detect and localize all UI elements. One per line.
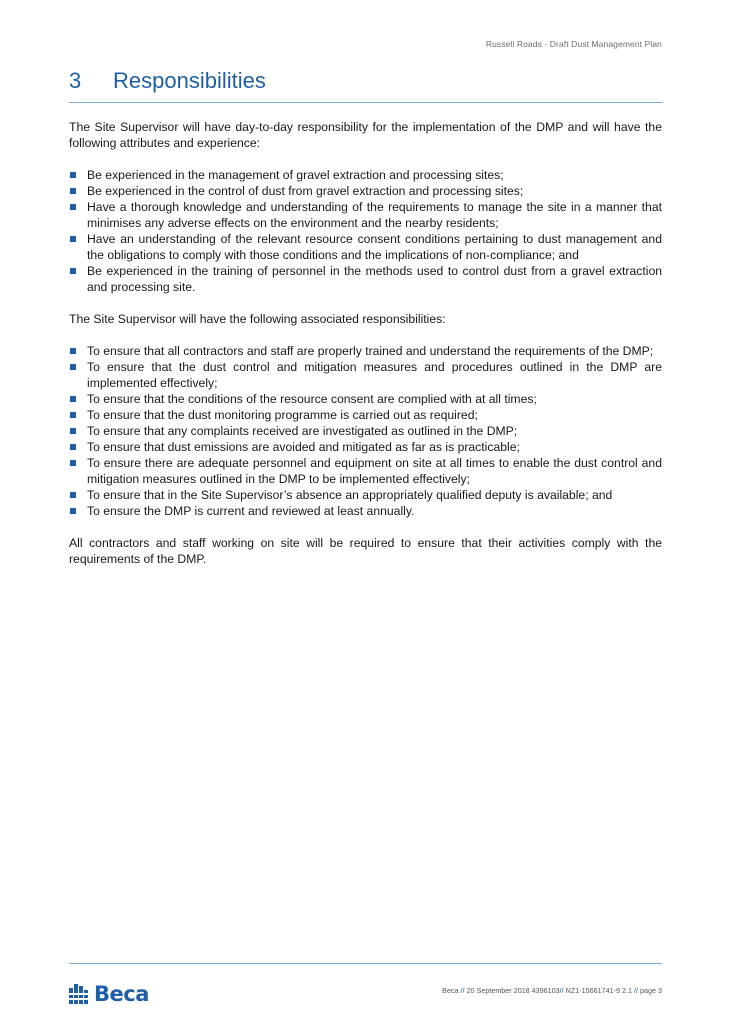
bullet-icon bbox=[70, 412, 76, 418]
section-number: 3 bbox=[69, 68, 82, 93]
beca-logo-icon bbox=[69, 984, 91, 1004]
section-heading bbox=[69, 68, 663, 103]
logo-wordmark: Beca bbox=[94, 982, 149, 1006]
footer-divider bbox=[69, 963, 662, 964]
list-item: To ensure the DMP is current and reviewed at least annually. bbox=[69, 503, 662, 519]
bullet-icon bbox=[70, 492, 76, 498]
running-header: Russell Roads - Draft Dust Management Plan bbox=[485, 39, 662, 49]
list-item: Be experienced in the training of personnel in the methods used to control dust from a gravel extraction and processing site. bbox=[69, 263, 662, 295]
bullet-icon bbox=[70, 236, 76, 242]
list-item: To ensure that any complaints received are investigated as outlined in the DMP; bbox=[69, 423, 662, 439]
list-item: Have a thorough knowledge and understanding of the requirements to manage the site in a manner that minimises any adverse effects on the environment and the nearby residents; bbox=[69, 199, 662, 231]
list-item: To ensure that the conditions of the resource consent are complied with at all times; bbox=[69, 391, 662, 407]
beca-logo bbox=[69, 983, 149, 1005]
bullet-icon bbox=[70, 460, 76, 466]
bullet-icon bbox=[70, 508, 76, 514]
bullet-icon bbox=[70, 428, 76, 434]
list-item: To ensure that the dust control and mitigation measures and procedures outlined in the DMP are implemented effectively; bbox=[69, 359, 662, 391]
bullet-icon bbox=[70, 188, 76, 194]
list-item: Be experienced in the control of dust from gravel extraction and processing sites; bbox=[69, 183, 662, 199]
responsibilities-list bbox=[69, 343, 662, 519]
responsibilities-intro: The Site Supervisor will have the following associated responsibilities: bbox=[69, 312, 446, 326]
closing-paragraph: All contractors and staff working on site will be required to ensure that their activities comply with the requirements of the DMP. bbox=[69, 536, 662, 566]
section-title: Responsibilities bbox=[113, 68, 266, 93]
list-item: Be experienced in the management of gravel extraction and processing sites; bbox=[69, 167, 662, 183]
body-content bbox=[69, 119, 662, 567]
list-item: To ensure that the dust monitoring programme is carried out as required; bbox=[69, 407, 662, 423]
bullet-icon bbox=[70, 204, 76, 210]
footer-info: Beca // 20 September 2018 4396103// NZ1-15661741-9 2.1 // page 3 bbox=[442, 986, 662, 995]
list-item: To ensure there are adequate personnel and equipment on site at all times to enable the dust control and mitigation measures outlined in the DMP to be implemented effectively; bbox=[69, 455, 662, 487]
bullet-icon bbox=[70, 172, 76, 178]
bullet-icon bbox=[70, 396, 76, 402]
bullet-icon bbox=[70, 268, 76, 274]
bullet-icon bbox=[70, 444, 76, 450]
list-item: Have an understanding of the relevant resource consent conditions pertaining to dust management and the obligations to comply with those conditions and the implications of non-compliance; and bbox=[69, 231, 662, 263]
intro-paragraph: The Site Supervisor will have day-to-day responsibility for the implementation of the DMP and will have the following attributes and experience: bbox=[69, 120, 662, 150]
list-item: To ensure that in the Site Supervisor’s absence an appropriately qualified deputy is available; and bbox=[69, 487, 662, 503]
bullet-icon bbox=[70, 364, 76, 370]
bullet-icon bbox=[70, 348, 76, 354]
list-item: To ensure that dust emissions are avoided and mitigated as far as is practicable; bbox=[69, 439, 662, 455]
attributes-list bbox=[69, 167, 662, 295]
list-item: To ensure that all contractors and staff are properly trained and understand the requirements of the DMP; bbox=[69, 343, 662, 359]
